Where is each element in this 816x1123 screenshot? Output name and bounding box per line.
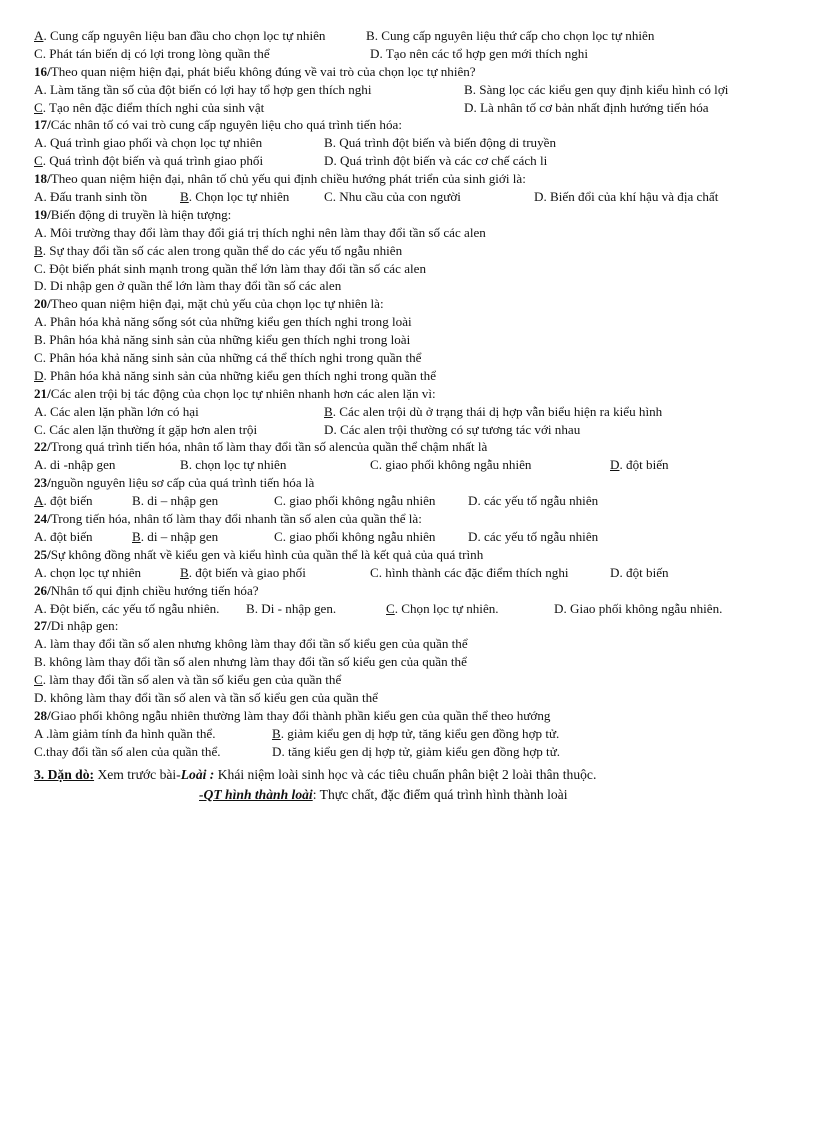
option-text: . Cung cấp nguyên liệu ban đầu cho chọn lọc tự nhiên [43, 28, 326, 43]
option-letter: A [34, 135, 44, 151]
option-letter: D [324, 153, 334, 169]
option-text: . Đấu tranh sinh tồn [43, 189, 148, 205]
answer-option [34, 331, 794, 349]
question-number: 16/ [34, 63, 51, 79]
answer-option [370, 564, 569, 582]
answer-option [324, 134, 556, 152]
answer-options-row [34, 725, 794, 743]
option-letter: D [468, 493, 478, 509]
question-number: 26/ [34, 582, 51, 598]
option-text: . Phân hóa khả năng sinh sản của những kiểu gen thích nghi trong quần thể [43, 367, 437, 383]
option-text: . Quá trình giao phối và chọn lọc tự nhiên [43, 135, 263, 151]
option-text: . không làm thay đổi tần số alen và tần số kiểu gen của quần thể [43, 689, 378, 705]
option-text: . Phát tán biến dị có lợi trong lòng quần thể [42, 45, 270, 61]
option-text: . chọn lọc tự nhiên [188, 457, 287, 473]
question-stem [34, 385, 794, 403]
answer-options-row [34, 743, 794, 761]
answer-options-row [34, 403, 794, 421]
question-number: 19/ [34, 206, 51, 222]
option-letter: A [34, 81, 44, 97]
answer-option [180, 188, 289, 206]
answer-option [132, 492, 218, 510]
option-text: . giảm kiểu gen dị hợp tử, tăng kiểu gen đồng hợp tử. [280, 725, 560, 741]
answer-option [554, 600, 722, 618]
option-letter: B [180, 564, 189, 580]
option-letter: B [34, 242, 43, 258]
answer-option [610, 564, 669, 582]
answer-options-row [34, 528, 794, 546]
option-text: . hình thành các đặc điểm thích nghi [378, 564, 569, 580]
answer-option [468, 528, 598, 546]
question-stem [34, 546, 794, 564]
option-letter: C [34, 421, 43, 437]
answer-option [34, 635, 794, 653]
answer-option [366, 27, 654, 45]
answer-option [274, 492, 435, 510]
question-number: 18/ [34, 171, 51, 187]
question-stem [34, 170, 794, 188]
answer-option [180, 456, 286, 474]
question-number: 25/ [34, 546, 51, 562]
question-number: 28/ [34, 707, 51, 723]
answer-option [274, 528, 435, 546]
option-letter: D [534, 189, 544, 205]
answer-option [34, 188, 147, 206]
question-text: Theo quan niệm hiện đại, phát biểu không đúng về vai trò của chọn lọc tự nhiên? [50, 63, 476, 79]
option-text: . đột biến [43, 528, 93, 544]
question-text: nguồn nguyên liệu sơ cấp của quá trình tiến hóa là [50, 475, 315, 491]
option-letter: C [34, 260, 43, 276]
option-letter: D [554, 600, 564, 616]
question-number: 17/ [34, 117, 51, 133]
answer-option [464, 81, 728, 99]
option-letter: C [274, 493, 283, 509]
option-letter: C [34, 153, 43, 169]
option-text: . đột biến [619, 564, 669, 580]
document-page [34, 27, 794, 805]
question-number: 21/ [34, 385, 51, 401]
answer-option [34, 725, 215, 743]
answer-options-row [34, 99, 794, 117]
answer-option [34, 277, 794, 295]
option-letter: A [34, 636, 44, 652]
option-letter: A [34, 493, 44, 509]
question-stem [34, 510, 794, 528]
question-text: Trong quá trình tiến hóa, nhân tố làm thay đổi tần số alencủa quần thể chậm nhất là [50, 439, 488, 455]
question-stem [34, 63, 794, 81]
answer-options-row [34, 600, 794, 618]
answer-option [34, 224, 794, 242]
answer-option [132, 528, 218, 546]
option-text: .làm giảm tính đa hình quần thể. [42, 725, 216, 741]
answer-option [34, 743, 221, 761]
answer-option [246, 600, 336, 618]
option-letter: A [34, 528, 44, 544]
option-letter: B [180, 457, 189, 473]
homework-term-qt: QT hình thành loài [203, 786, 313, 802]
question-stem [34, 206, 794, 224]
question-stem [34, 707, 794, 725]
option-letter: D [34, 278, 44, 294]
answer-option [610, 456, 669, 474]
option-text: . Các alen lặn thường ít gặp hơn alen trội [42, 421, 258, 437]
option-letter: B [272, 725, 281, 741]
option-letter: D [610, 457, 620, 473]
option-letter: B [180, 189, 189, 205]
option-letter: C [34, 99, 43, 115]
option-letter: A [34, 224, 44, 240]
option-text: . Các alen lặn phần lớn có hại [43, 403, 199, 419]
option-letter: D [324, 421, 334, 437]
option-text: .thay đổi tần số alen của quần thể. [42, 743, 221, 759]
option-letter: D [370, 45, 380, 61]
option-text: . Quá trình đột biến và biến động di truyền [332, 135, 557, 151]
homework-text-1: Khái niệm loài sinh học và các tiêu chuẩn phân biệt 2 loài thân thuộc. [214, 766, 597, 782]
question-text: Di nhập gen: [50, 618, 119, 634]
option-text: . làm thay đổi tần số alen và tần số kiểu gen của quần thể [42, 672, 342, 688]
option-text: . các yếu tố ngẫu nhiên [477, 493, 599, 509]
option-text: . Chọn lọc tự nhiên [188, 189, 290, 205]
option-text: . đột biến và giao phối [188, 564, 306, 580]
option-letter: A [34, 314, 44, 330]
option-text: . giao phối không ngẫu nhiên [282, 493, 436, 509]
option-letter: A [34, 564, 44, 580]
option-text: . Sự thay đổi tần số các alen trong quần thể do các yếu tố ngẫu nhiên [42, 242, 403, 258]
option-text: . di -nhập gen [43, 457, 116, 473]
homework-line-2 [34, 785, 794, 805]
answer-option [370, 456, 531, 474]
answer-options-row [34, 492, 794, 510]
answer-options-row [34, 152, 794, 170]
answer-option [324, 188, 461, 206]
option-text: . đột biến [43, 493, 93, 509]
option-letter: B [34, 654, 43, 670]
homework-line [34, 765, 794, 785]
option-letter: D [464, 99, 474, 115]
option-text: . Là nhân tố cơ bản nhất định hướng tiến hóa [473, 99, 709, 115]
option-letter: B [324, 135, 333, 151]
option-text: . di – nhập gen [140, 493, 219, 509]
homework-intro: Xem trước bài- [94, 766, 181, 782]
answer-option [34, 81, 372, 99]
option-letter: A [34, 600, 44, 616]
option-text: . Các alen trội thường có sự tương tác với nhau [333, 421, 581, 437]
option-text: . giao phối không ngẫu nhiên [378, 457, 532, 473]
answer-option [34, 260, 794, 278]
option-letter: A [34, 403, 44, 419]
question-stem [34, 474, 794, 492]
answer-option [34, 134, 262, 152]
answer-option [34, 403, 199, 421]
option-letter: A [34, 28, 44, 43]
option-letter: C [370, 564, 379, 580]
option-text: . Nhu cầu của con người [332, 189, 461, 205]
answer-options-row [34, 27, 794, 45]
answer-option [468, 492, 598, 510]
option-letter: D [34, 367, 44, 383]
answer-option [34, 492, 93, 510]
option-letter: A [34, 725, 43, 741]
option-text: . Tạo nên đặc điểm thích nghi của sinh vật [42, 99, 265, 115]
question-number: 27/ [34, 618, 51, 634]
option-text: . Làm tăng tần số của đột biến có lợi hay tổ hợp gen thích nghi [43, 81, 372, 97]
question-text: Theo quan niệm hiện đại, mặt chủ yếu của chọn lọc tự nhiên là: [50, 296, 384, 312]
option-text: . Quá trình đột biến và quá trình giao phối [42, 153, 264, 169]
answer-option [34, 564, 141, 582]
option-text: . làm thay đổi tần số alen nhưng không làm thay đổi tần số kiểu gen của quần thể [43, 636, 468, 652]
answer-option [34, 152, 263, 170]
answer-option [534, 188, 718, 206]
option-text: . Đột biến phát sinh mạnh trong quần thể lớn làm thay đổi tần số các alen [42, 260, 427, 276]
option-text: . Di nhập gen ở quần thể lớn làm thay đổi tần số các alen [43, 278, 342, 294]
answer-options-row [34, 134, 794, 152]
option-text: . Đột biến, các yếu tố ngẫu nhiên. [43, 600, 220, 616]
option-letter: B [132, 528, 141, 544]
question-text: Sự không đồng nhất về kiểu gen và kiểu hình của quần thể là kết quả của quá trình [50, 546, 484, 562]
question-text: Các alen trội bị tác động của chọn lọc tự nhiên nhanh hơn các alen lặn vì: [50, 385, 436, 401]
option-letter: C [34, 350, 43, 366]
question-number: 23/ [34, 475, 51, 491]
answer-option [324, 403, 662, 421]
option-letter: C [370, 457, 379, 473]
option-text: . di – nhập gen [140, 528, 219, 544]
option-text: . Phân hóa khả năng sống sót của những kiểu gen thích nghi trong loài [43, 314, 412, 330]
answer-option [34, 45, 270, 63]
answer-option [34, 27, 325, 45]
option-letter: C [34, 45, 43, 61]
option-letter: B [366, 28, 375, 43]
answer-option [34, 99, 264, 117]
option-text: . các yếu tố ngẫu nhiên [477, 528, 599, 544]
answer-option [324, 152, 547, 170]
option-text: . Phân hóa khả năng sinh sản của những cá thể thích nghi trong quần thể [42, 350, 422, 366]
question-list [34, 27, 794, 761]
answer-option [34, 242, 794, 260]
answer-option [370, 45, 588, 63]
option-text: . chọn lọc tự nhiên [43, 564, 142, 580]
option-letter: B [246, 600, 255, 616]
option-text: . Quá trình đột biến và các cơ chế cách li [333, 153, 548, 169]
answer-option [386, 600, 499, 618]
answer-options-row [34, 81, 794, 99]
answer-option [34, 349, 794, 367]
option-text: . giao phối không ngẫu nhiên [282, 528, 436, 544]
question-stem [34, 295, 794, 313]
answer-option [34, 653, 794, 671]
answer-option [34, 367, 794, 385]
option-text: . Chọn lọc tự nhiên. [394, 600, 499, 616]
question-stem [34, 582, 794, 600]
answer-option [464, 99, 709, 117]
answer-option [34, 313, 794, 331]
homework-label: 3. Dặn dò: [34, 766, 95, 782]
option-text: . Di - nhập gen. [254, 600, 337, 616]
option-text: . Tạo nên các tổ hợp gen mới thích nghi [379, 45, 588, 61]
option-letter: D [272, 743, 282, 759]
option-text: . Các alen trội dù ở trạng thái dị hợp vẫn biểu hiện ra kiểu hình [332, 403, 663, 419]
question-text: Trong tiến hóa, nhân tố làm thay đổi nhanh tần số alen của quần thể là: [50, 511, 422, 527]
question-text: Theo quan niệm hiện đại, nhân tố chủ yếu qui định chiều hướng phát triển của sinh giới là: [50, 171, 526, 187]
answer-options-row [34, 421, 794, 439]
option-letter: B [34, 332, 43, 348]
question-number: 20/ [34, 296, 51, 312]
option-letter: C [34, 743, 43, 759]
question-number: 24/ [34, 511, 51, 527]
answer-option [34, 600, 219, 618]
answer-options-row [34, 188, 794, 206]
question-number: 22/ [34, 439, 51, 455]
homework-text-2: : Thực chất, đặc điểm quá trình hình thành loài [312, 786, 568, 802]
option-text: . Môi trường thay đổi làm thay đổi giá trị thích nghi nên làm thay đổi tần số các alen [43, 224, 486, 240]
homework-term-loai: Loài : [180, 766, 215, 782]
option-letter: D [610, 564, 620, 580]
answer-option [34, 671, 794, 689]
question-stem [34, 438, 794, 456]
option-letter: B [464, 81, 473, 97]
option-letter: D [468, 528, 478, 544]
answer-option [272, 725, 559, 743]
answer-option [324, 421, 580, 439]
question-text: Nhân tố qui định chiều hướng tiến hóa? [50, 582, 259, 598]
option-letter: A [34, 189, 44, 205]
option-text: . tăng kiểu gen dị hợp tử, giảm kiểu gen đồng hợp tử. [281, 743, 561, 759]
answer-option [34, 421, 257, 439]
question-stem [34, 116, 794, 134]
answer-options-row [34, 45, 794, 63]
option-letter: C [386, 600, 395, 616]
answer-options-row [34, 456, 794, 474]
answer-option [34, 689, 794, 707]
question-text: Các nhân tố có vai trò cung cấp nguyên liệu cho quá trình tiến hóa: [50, 117, 402, 133]
answer-option [272, 743, 560, 761]
option-letter: C [34, 672, 43, 688]
answer-options-row [34, 564, 794, 582]
option-letter: B [132, 493, 141, 509]
option-text: . Biến đổi của khí hậu và địa chất [543, 189, 719, 205]
answer-option [180, 564, 306, 582]
option-letter: B [324, 403, 333, 419]
option-text: . Sàng lọc các kiểu gen quy định kiểu hình có lợi [472, 81, 729, 97]
option-text: . Phân hóa khả năng sinh sản của những kiểu gen thích nghi trong loài [42, 332, 411, 348]
question-text: Giao phối không ngẫu nhiên thường làm thay đổi thành phần kiểu gen của quần thể theo hướng [50, 707, 551, 723]
option-text: . không làm thay đổi tần số alen nhưng làm thay đổi tần số kiểu gen của quần thể [42, 654, 467, 670]
answer-option [34, 528, 93, 546]
option-letter: A [34, 457, 44, 473]
option-letter: D [34, 689, 44, 705]
answer-option [34, 456, 115, 474]
homework-dash: - [199, 786, 204, 802]
option-text: . Giao phối không ngẫu nhiên. [563, 600, 723, 616]
option-letter: C [274, 528, 283, 544]
question-text: Biến động di truyền là hiện tượng: [50, 206, 232, 222]
option-text: . Cung cấp nguyên liệu thứ cấp cho chọn lọc tự nhiên [374, 28, 655, 43]
question-stem [34, 617, 794, 635]
option-letter: C [324, 189, 333, 205]
option-text: . đột biến [619, 457, 669, 473]
